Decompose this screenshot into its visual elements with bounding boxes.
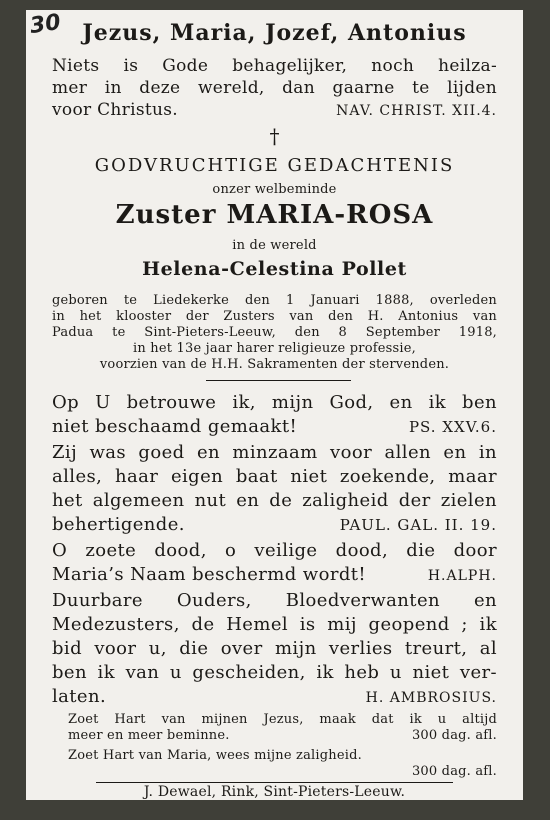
quote-reference: PS. XXV.6. [408, 418, 497, 436]
indulgence-label: 300 dag. afl. [411, 764, 497, 779]
prayer-line: Zoet Hart van mijnen Jezus, maak dat ik u altijd [68, 712, 497, 727]
quote-line: Op U betrouwe ik, mijn God, en ik ben [52, 392, 497, 413]
divider-rule [206, 380, 351, 381]
quote-reference: H.ALPH. [427, 568, 497, 584]
motto-line [52, 100, 497, 120]
memorial-subtitle: onzer welbeminde [212, 182, 337, 197]
quote-line: alles, haar eigen baat niet zoekende, maar [52, 466, 497, 487]
quote-reference: H. AMBROSIUS. [365, 690, 497, 706]
indulgence-label: 300 dag. afl. [411, 728, 497, 743]
quote-line [52, 564, 497, 585]
quote-text: Maria’s Naam beschermd wordt! [52, 564, 367, 585]
memorial-title: GODVRUCHTIGE GEDACHTENIS [94, 155, 455, 176]
memorial-in-world: in de wereld [232, 238, 317, 253]
quote-line [52, 686, 497, 707]
quote-line: Medezusters, de Hemel is mij geopend ; ik [52, 614, 497, 635]
prayer-line: Zoet Hart van Maria, wees mijne zaligheid. [68, 748, 362, 763]
memorial-name: Zuster MARIA-ROSA [115, 200, 434, 230]
header-names: Jezus, Maria, Jozef, Antonius [82, 20, 467, 46]
quote-line: O zoete dood, o veilige dood, die door [52, 540, 497, 561]
footer-rule [96, 782, 453, 783]
biography-line: Padua te Sint-Pieters-Leeuw, den 8 September 1918, [52, 325, 497, 340]
quote-text: behertigende. [52, 514, 185, 535]
printer-credit: J. Dewael, Rink, Sint-Pieters-Leeuw. [143, 784, 406, 800]
quote-line: Duurbare Ouders, Bloedverwanten en [52, 590, 497, 611]
motto-line: mer in deze wereld, dan gaarne te lijden [52, 78, 497, 98]
quote-line: ben ik van u gescheiden, ik heb u niet ver- [52, 662, 497, 683]
quote-line: bid voor u, die over mijn verlies treurt, al [52, 638, 497, 659]
quote-text: laten. [52, 686, 107, 707]
quote-line: het algemeen nut en de zaligheid der zielen [52, 490, 497, 511]
prayer-line [68, 728, 497, 743]
biography-line: voorzien van de H.H. Sakramenten der stervenden. [99, 357, 450, 372]
cross-symbol: † [269, 124, 280, 148]
quote-text: niet beschaamd gemaakt! [52, 416, 298, 437]
motto-text: voor Christus. [52, 100, 178, 120]
quote-line [52, 416, 497, 437]
quote-reference: PAUL. GAL. II. 19. [339, 516, 497, 534]
biography-line: geboren te Liedekerke den 1 Januari 1888, overleden [52, 293, 497, 308]
memorial-card [26, 10, 523, 800]
civil-name: Helena-Celestina Pollet [142, 258, 407, 280]
motto-reference: NAV. CHRIST. XII.4. [336, 103, 497, 119]
motto-line: Niets is Gode behagelijker, noch heilza- [52, 56, 497, 76]
prayer-text: meer en meer beminne. [68, 728, 230, 743]
handwritten-number: 30 [28, 9, 63, 40]
biography-line: in het 13e jaar harer religieuze professie, [133, 341, 416, 356]
quote-line [52, 514, 497, 535]
biography-line: in het klooster der Zusters van den H. Antonius van [52, 309, 497, 324]
quote-line: Zij was goed en minzaam voor allen en in [52, 442, 497, 463]
